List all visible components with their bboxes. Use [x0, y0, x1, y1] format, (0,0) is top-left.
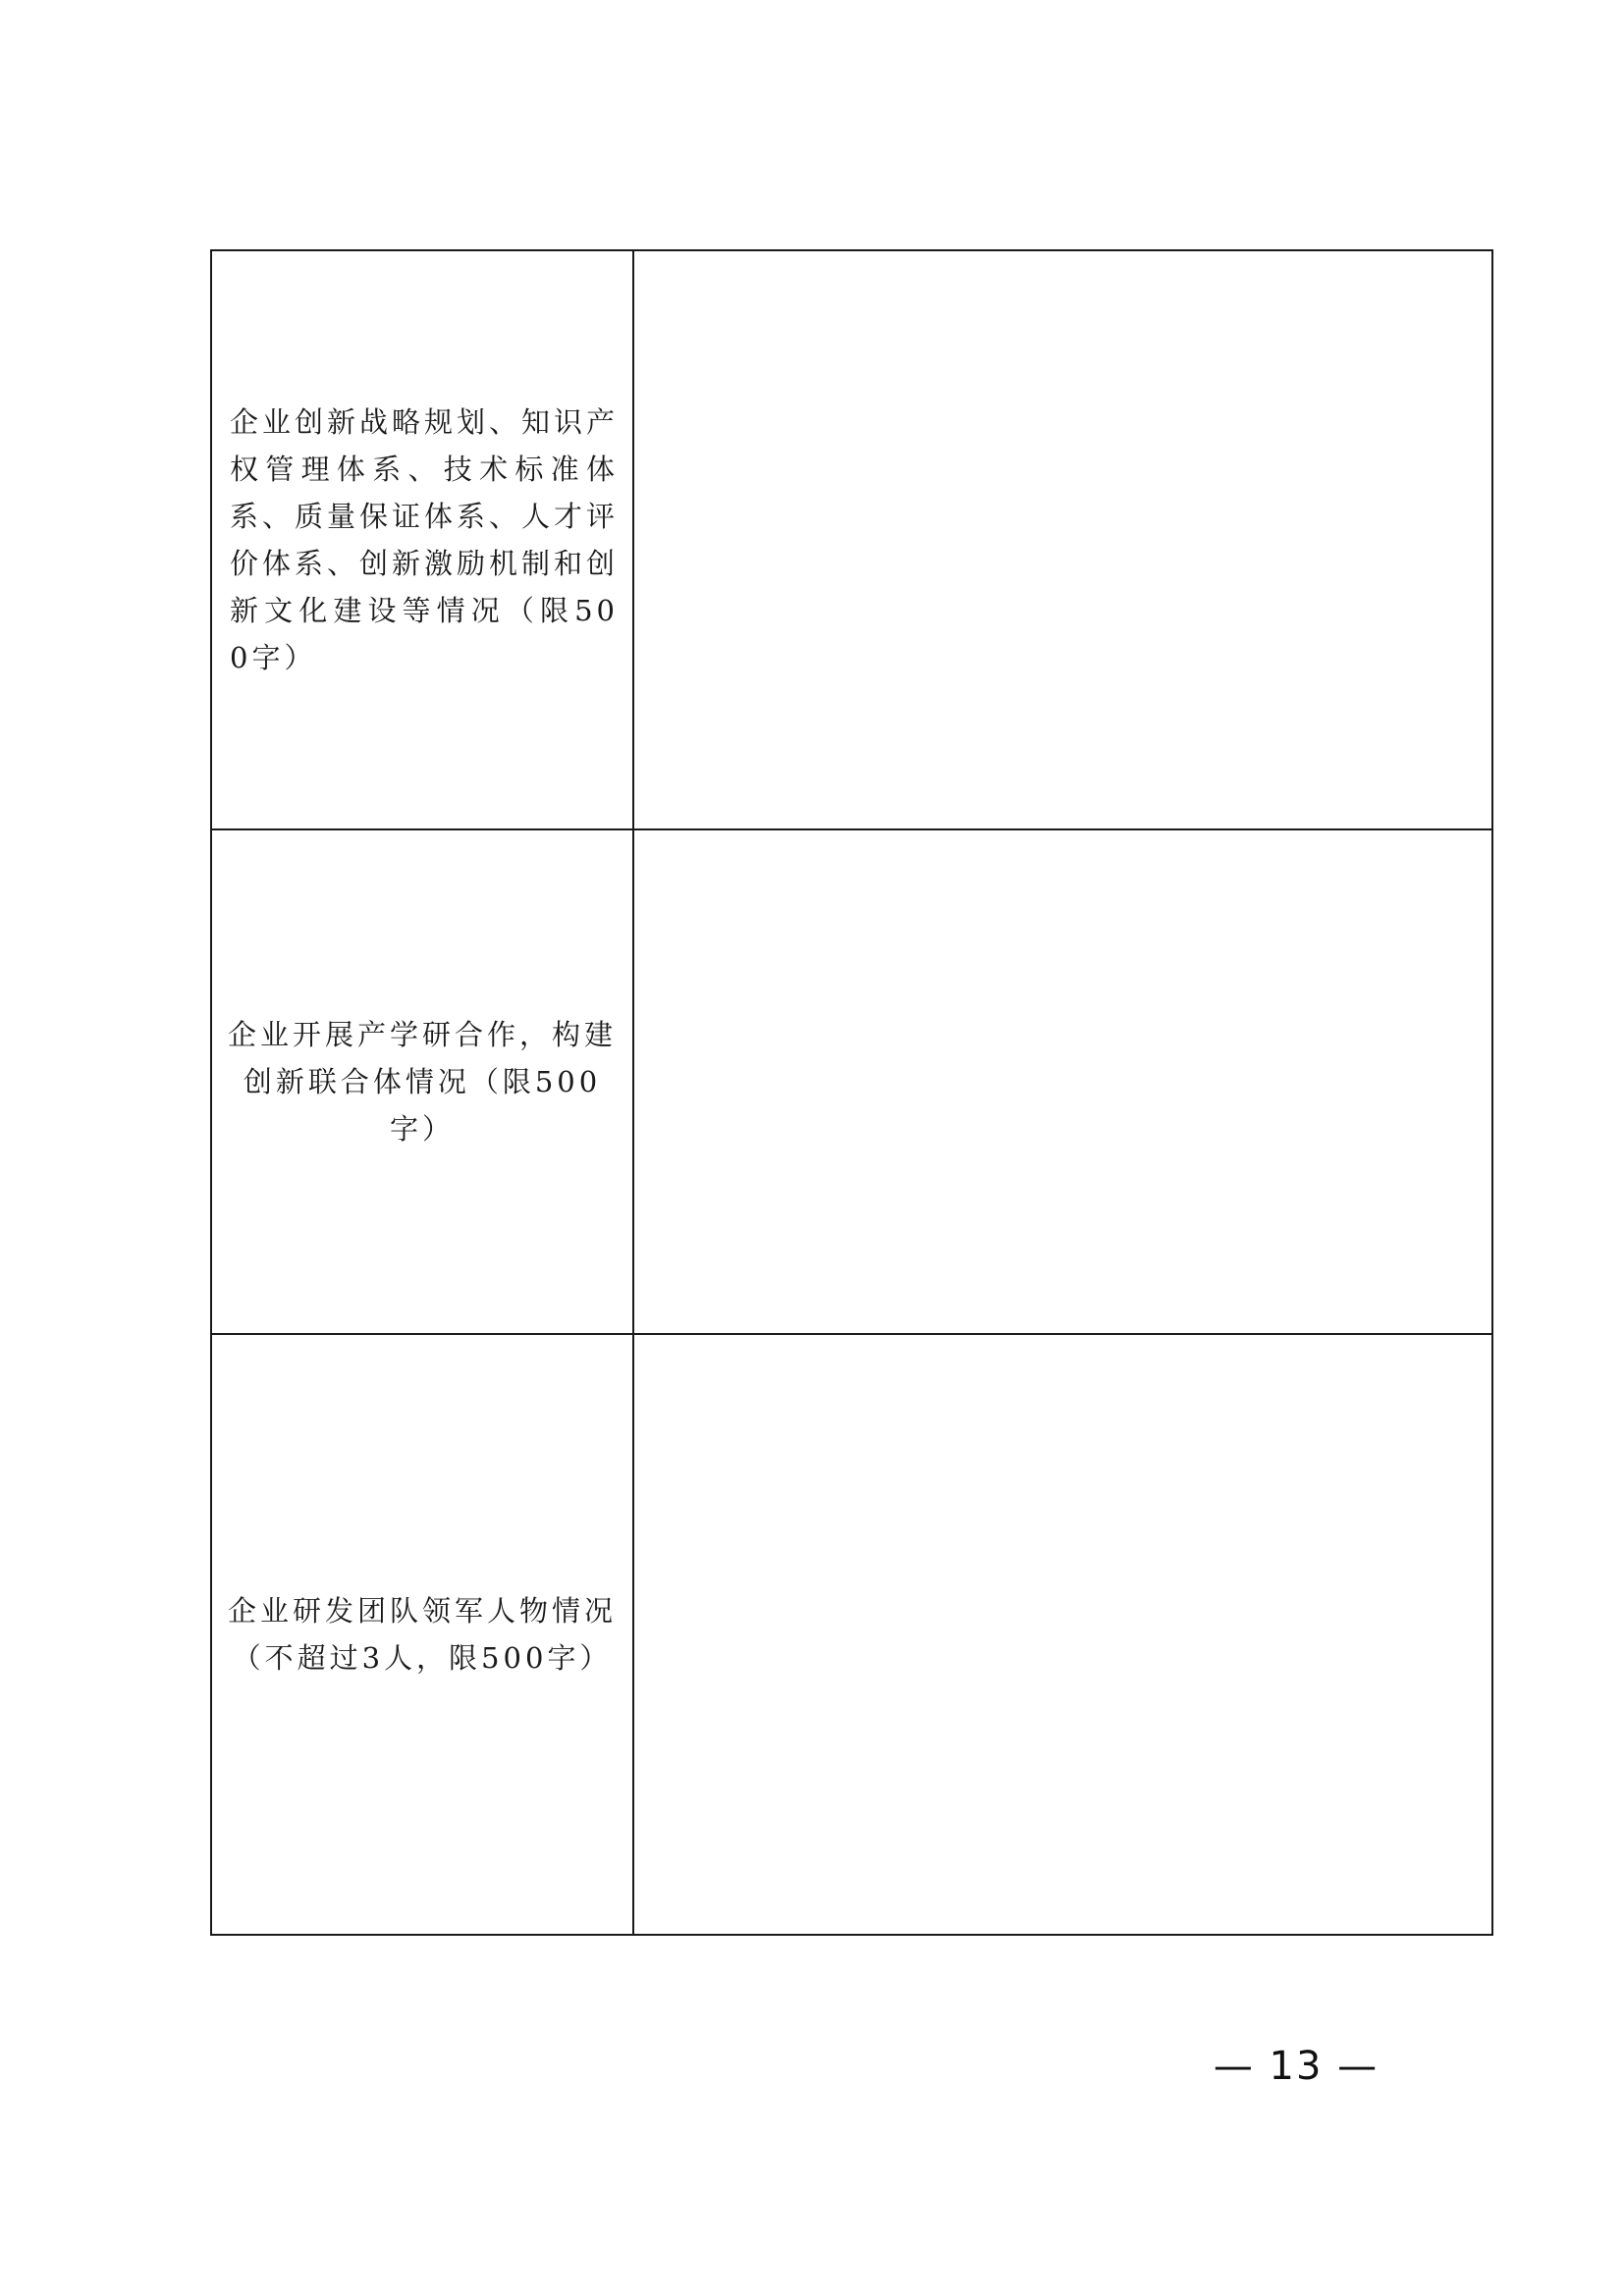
form-row-innovation-strategy: [211, 250, 1492, 829]
row-label-rd-team-leaders: 企业研发团队领军人物情况（不超过3人，限500字）: [228, 1594, 618, 1675]
row-label-cell: [211, 829, 633, 1334]
row-label-innovation-strategy: 企业创新战略规划、知识产权管理体系、技术标准体系、质量保证体系、人才评价体系、创新激励机制和创新文化建设等情况（限500字）: [230, 405, 620, 674]
page-number: — 13 —: [1213, 2044, 1380, 2089]
application-form-table: [210, 249, 1493, 1936]
form-row-rd-team-leaders: [211, 1334, 1492, 1935]
rd-team-leaders-content-field[interactable]: [633, 1334, 1492, 1935]
row-label-cell: [211, 1334, 633, 1935]
industry-research-cooperation-content-field[interactable]: [633, 829, 1492, 1334]
innovation-strategy-content-field[interactable]: [633, 250, 1492, 829]
form-row-industry-research-cooperation: [211, 829, 1492, 1334]
row-label-industry-research-cooperation: 企业开展产学研合作，构建创新联合体情况（限500字）: [228, 1018, 618, 1146]
row-label-cell: [211, 250, 633, 829]
